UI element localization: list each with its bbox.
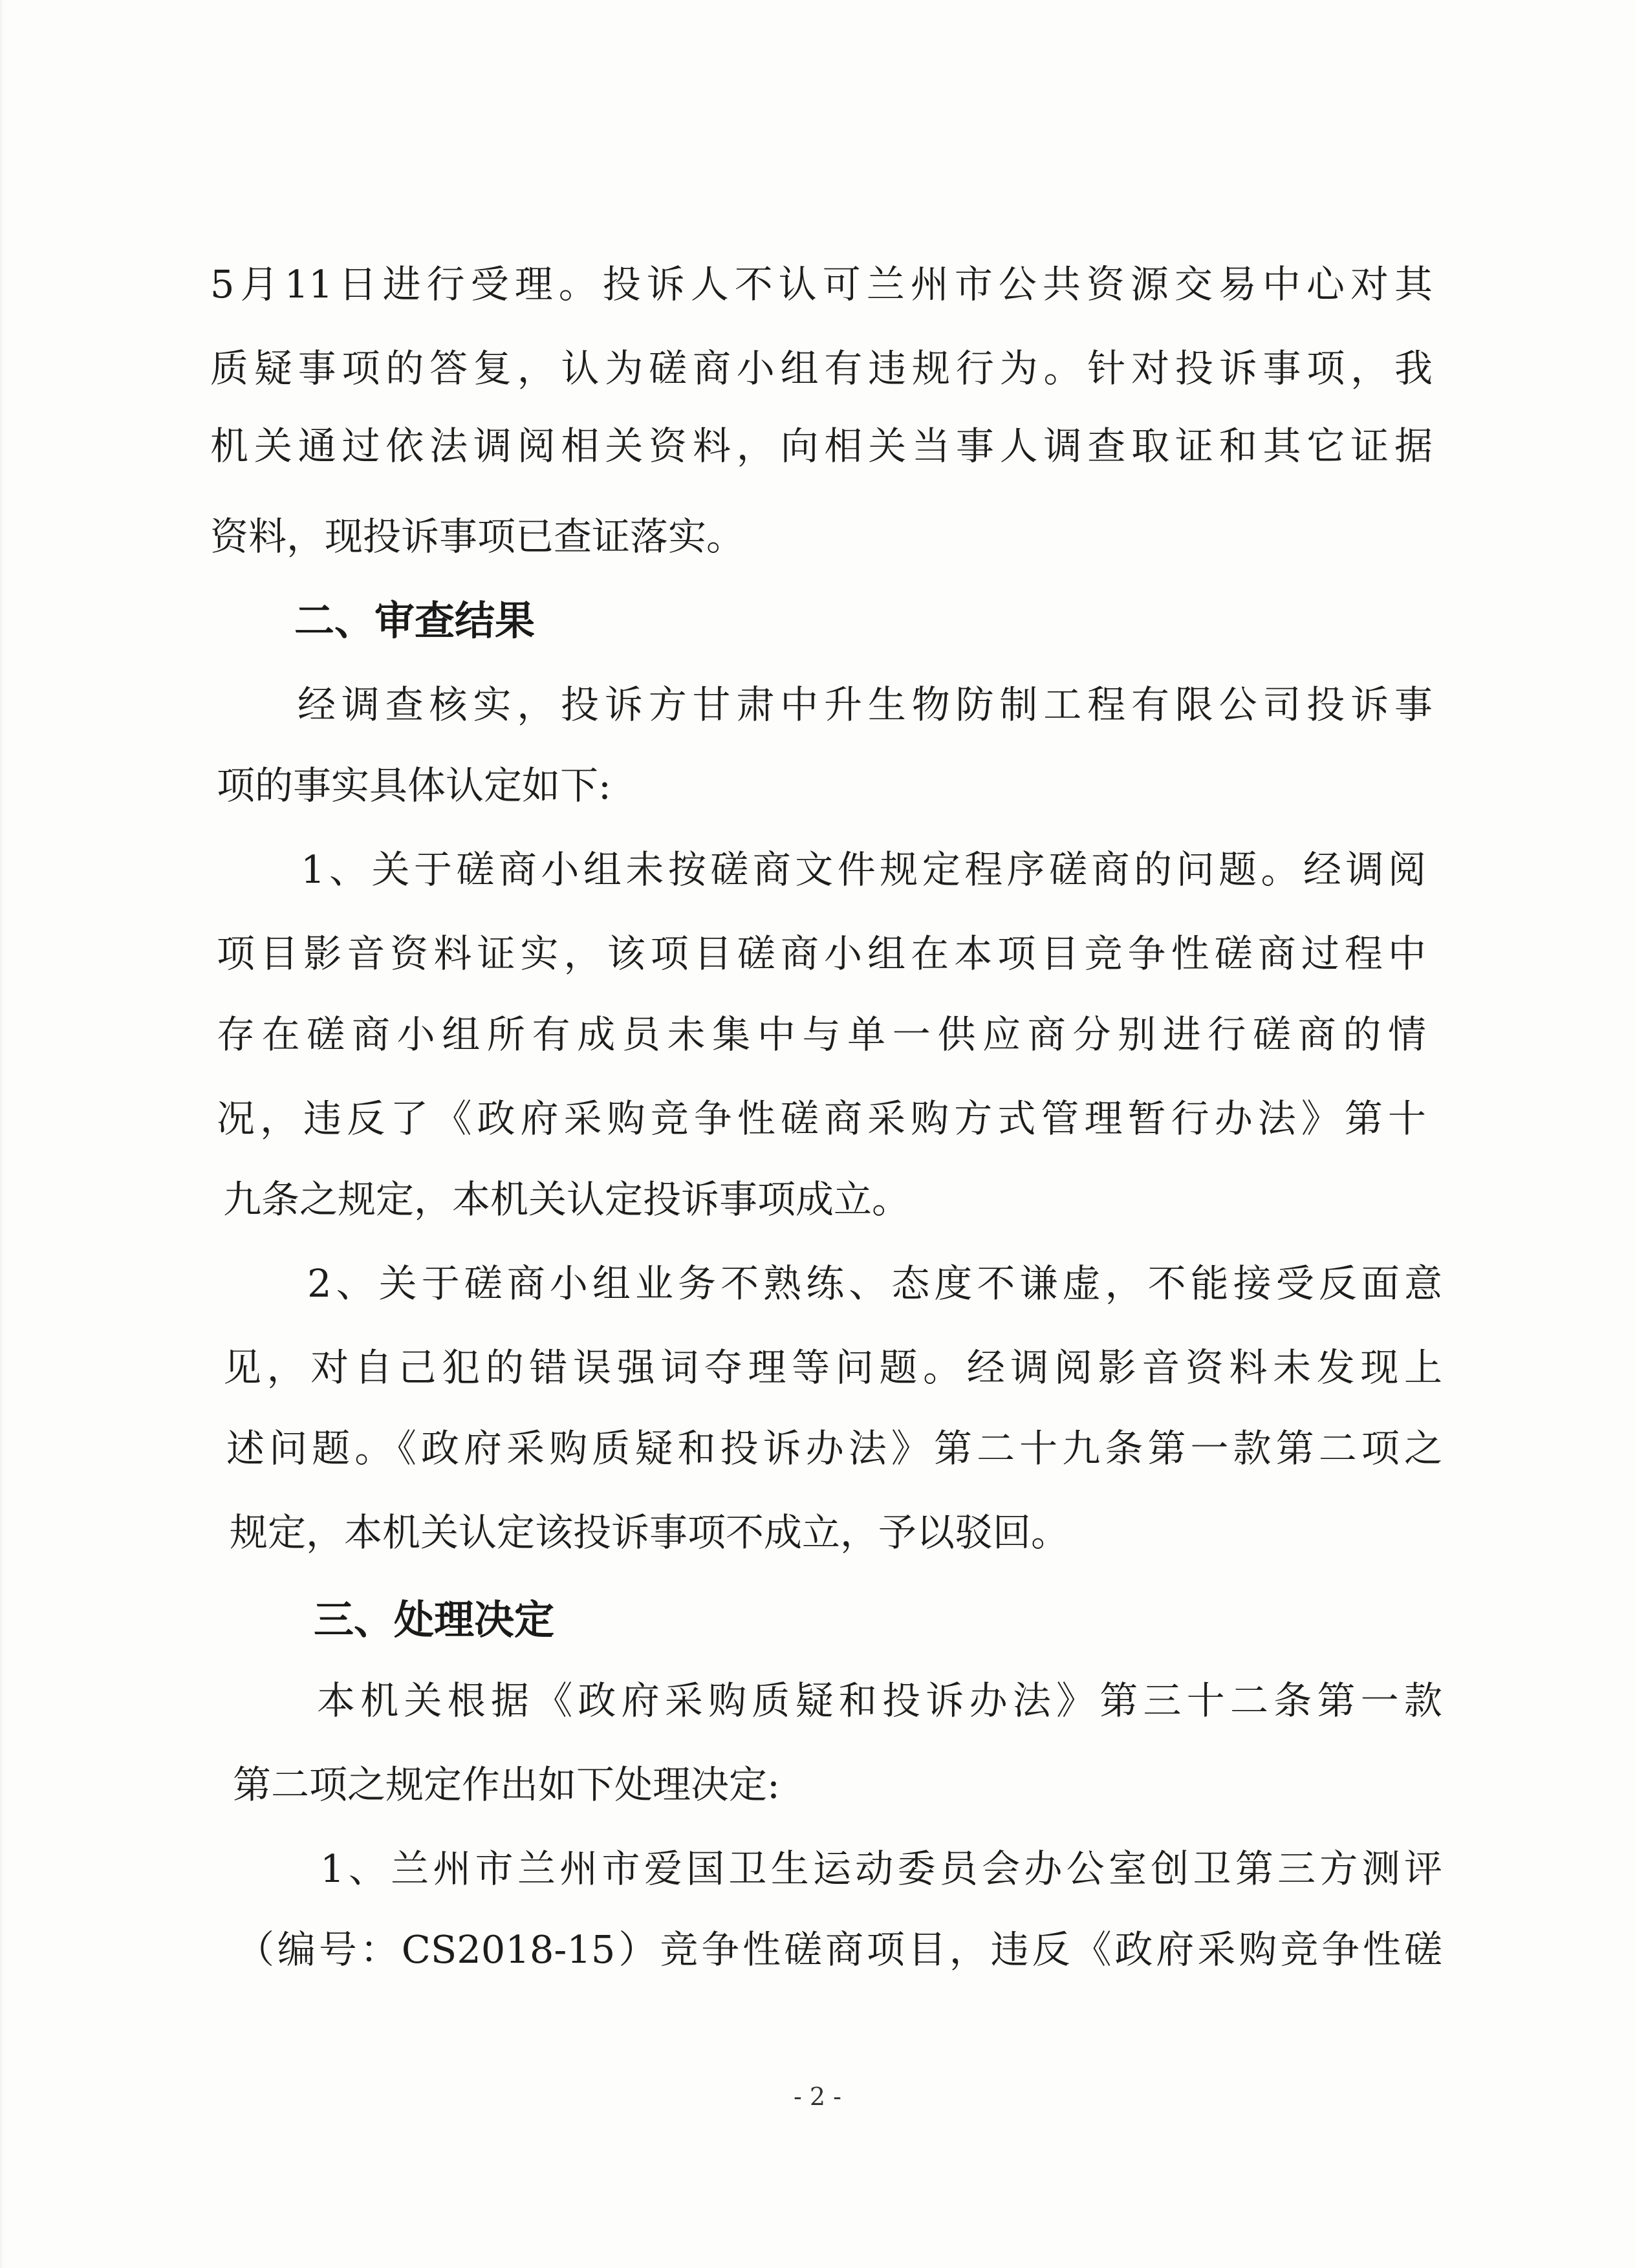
body-line: 九条之规定，本机关认定投诉事项成立。 [223,1177,911,1222]
body-line: 项的事实具体认定如下: [217,763,611,808]
body-line: 资料，现投诉事项已查证落实。 [210,514,745,559]
scan-edge-left [0,0,4,2268]
page-number: - 2 - [793,2082,842,2111]
body-line: 第二项之规定作出如下处理决定: [233,1762,780,1807]
body-line: 经调查核实，投诉方甘肃中升生物防制工程有限公司投诉事 [298,682,1433,727]
body-line: 况，违反了《政府采购竞争性磋商采购方式管理暂行办法》第十 [217,1096,1426,1141]
body-line: 质疑事项的答复，认为磋商小组有违规行为。针对投诉事项，我 [210,346,1433,391]
body-line: 述问题。《政府采购质疑和投诉办法》第二十九条第一款第二项之 [226,1426,1442,1471]
body-line: 1、关于磋商小组未按磋商文件规定程序磋商的问题。经调阅 [301,847,1426,892]
body-line: 规定，本机关认定该投诉事项不成立，予以驳回。 [230,1510,1070,1555]
body-line: 项目影音资料证实，该项目磋商小组在本项目竞争性磋商过程中 [217,931,1426,976]
section-heading-review-result: 二、审查结果 [294,597,536,644]
body-line: 本机关根据《政府采购质疑和投诉办法》第三十二条第一款 [317,1678,1442,1723]
body-line: （编号：CS2018-15）竞争性磋商项目，违反《政府采购竞争性磋 [236,1927,1442,1972]
body-line: 见，对自己犯的错误强词夺理等问题。经调阅影音资料未发现上 [223,1345,1442,1390]
section-heading-decision: 三、处理决定 [314,1596,555,1643]
body-line: 存在磋商小组所有成员未集中与单一供应商分别进行磋商的情 [217,1012,1426,1057]
body-line: 2、关于磋商小组业务不熟练、态度不谦虚，不能接受反面意 [307,1261,1442,1306]
body-line: 1、兰州市兰州市爱国卫生运动委员会办公室创卫第三方测评 [320,1846,1442,1891]
body-line: 机关通过依法调阅相关资料，向相关当事人调查取证和其它证据 [210,424,1433,468]
body-line: 5月11日进行受理。投诉人不认可兰州市公共资源交易中心对其 [210,262,1433,307]
